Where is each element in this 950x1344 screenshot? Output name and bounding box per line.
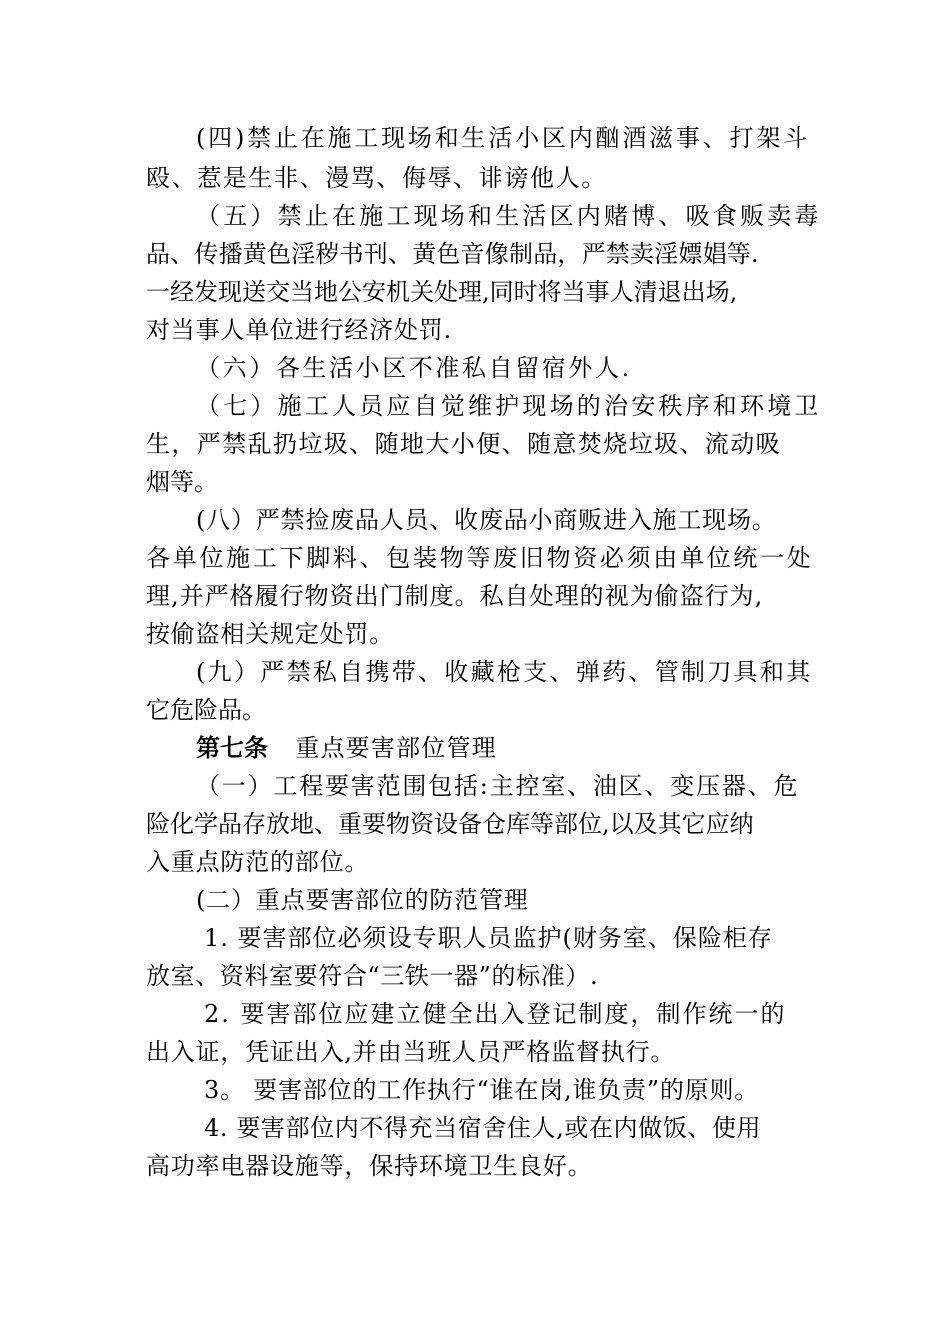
item-1-line-1: （一）工程要害范围包括:主控室、油区、变压器、危	[196, 772, 800, 800]
paragraph-9-line-1: (九）严禁私自携带、收藏枪支、弹药、管制刀具和其	[196, 658, 813, 686]
article-number: 第七条	[196, 733, 268, 762]
paragraph-8-line-4: 按偷盗相关规定处罚。	[146, 620, 394, 648]
sub-item-2-line-2: 出入证，凭证出入,并由当班人员严格监督执行。	[146, 1038, 676, 1066]
sub-item-1-line-1: 1. 要害部位必须设专职人员监护(财务室、保险柜存	[204, 924, 773, 952]
paragraph-5-line-4: 对当事人单位进行经济处罚.	[146, 316, 453, 344]
item-1-line-3: 入重点防范的部位。	[146, 848, 370, 876]
sub-item-4-line-1: 4. 要害部位内不得充当宿舍住人,或在内做饭、使用	[204, 1114, 762, 1142]
paragraph-9-line-2: 它危险品。	[146, 696, 266, 724]
paragraph-4-line-1: (四)禁止在施工现场和生活小区内酗酒滋事、打架斗	[196, 124, 810, 152]
paragraph-4-line-2: 殴、惹是生非、漫骂、侮辱、诽谤他人。	[146, 164, 607, 192]
article-title: 重点要害部位管理	[295, 734, 497, 762]
item-2-heading: (二）重点要害部位的防范管理	[196, 886, 529, 914]
paragraph-7-line-2: 生，严禁乱扔垃圾、随地大小便、随意焚烧垃圾、流动吸	[146, 430, 781, 458]
paragraph-8-line-3: 理,并严格履行物资出门制度。私自处理的视为偷盗行为,	[146, 582, 764, 610]
paragraph-8-line-1: (八）严禁捡废品人员、收废品小商贩进入施工现场。	[196, 506, 777, 534]
sub-item-4-line-2: 高功率电器设施等，保持环境卫生良好。	[146, 1152, 593, 1180]
paragraph-5-line-3: 一经发现送交当地公安机关处理,同时将当事人清退出场,	[146, 278, 738, 306]
article-7-heading	[196, 732, 497, 764]
paragraph-5-line-1: （五）禁止在施工现场和生活区内赌博、吸食贩卖毒	[196, 202, 822, 230]
sub-item-2-line-1: 2. 要害部位应建立健全出入登记制度，制作统一的	[204, 1000, 787, 1028]
paragraph-5-line-2: 品、传播黄色淫秽书刊、黄色音像制品，严禁卖淫嫖娼等.	[146, 240, 759, 268]
item-1-line-2: 险化学品存放地、重要物资设备仓库等部位,以及其它应纳	[146, 810, 754, 838]
paragraph-7-line-3: 烟等。	[146, 468, 218, 496]
paragraph-7-line-1: （七）施工人员应自觉维护现场的治安秩序和环境卫	[196, 392, 822, 420]
sub-item-1-line-2: 放室、资料室要符合“三铁一器”的标准）.	[146, 962, 599, 990]
sub-item-3-line-1: 3。 要害部位的工作执行“谁在岗,谁负责”的原则。	[204, 1076, 760, 1104]
paragraph-6-line-1: （六）各生活小区不准私自留宿外人.	[196, 354, 632, 382]
paragraph-8-line-2: 各单位施工下脚料、包装物等废旧物资必须由单位统一处	[146, 544, 814, 572]
